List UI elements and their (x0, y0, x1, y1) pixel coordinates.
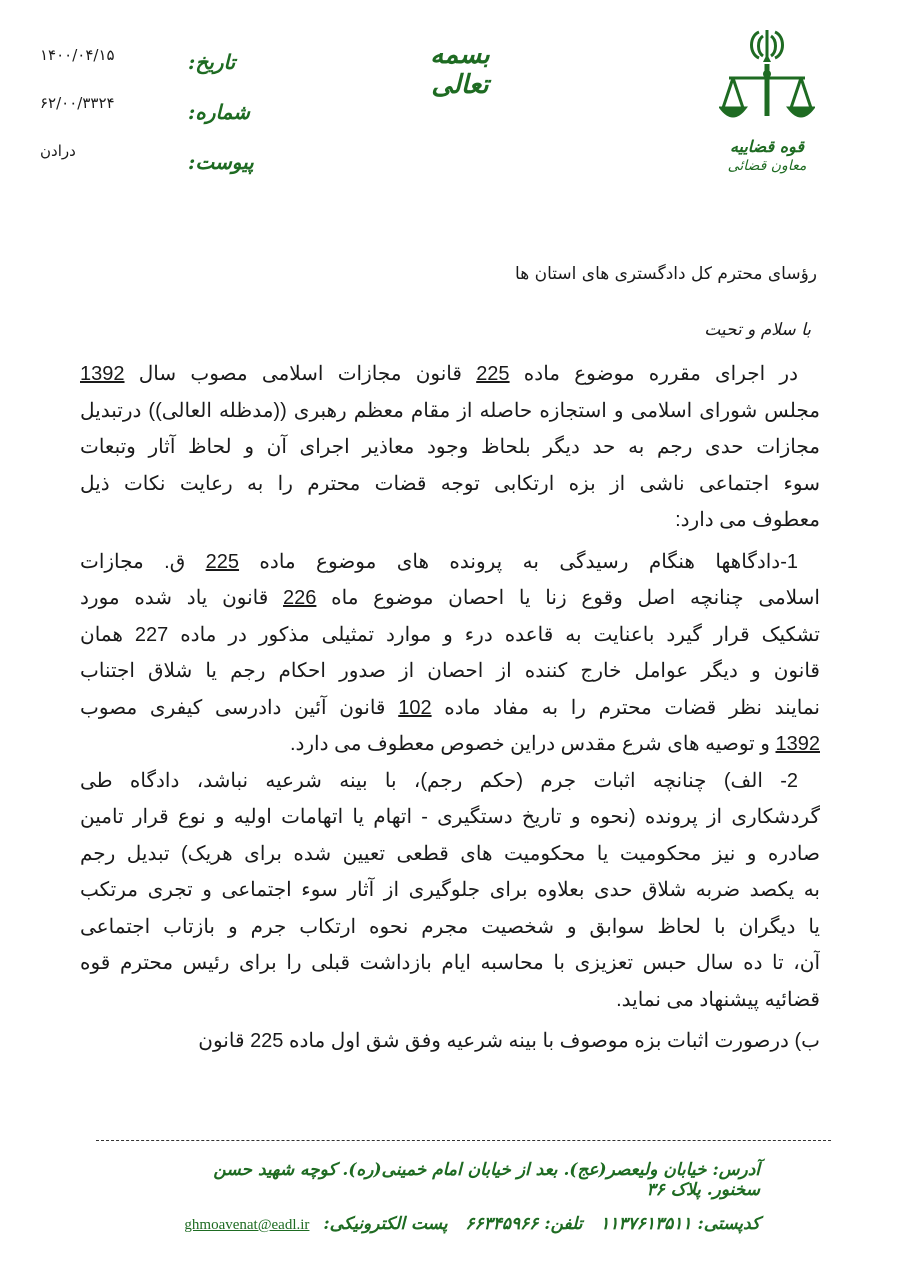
text-run: 1-دادگاهها هنگام رسیدگی به پرونده های موضوع ماده (239, 550, 799, 573)
logo-org-name: قوه قضاییه (729, 137, 805, 156)
footer-contact (160, 1214, 760, 1234)
text-run: قانون و دیگر عوامل خارج کننده از احصان از صدور احکام رجم یا شلاق اجتناب (80, 660, 820, 682)
text-run: در اجرای مقرره موضوع ماده (509, 363, 798, 385)
greeting: با سلام و تحیت (704, 320, 811, 340)
email-link[interactable]: ghmoavenat@eadl.ir (184, 1217, 310, 1233)
text-run: اسلامی چنانچه اصل وقوع زنا یا احصان موضوع ماه (316, 587, 820, 609)
underlined-reference: 102 (398, 696, 432, 719)
text-run: مجلس شورای اسلامی و استجازه حاصله از مقام معظم رهبری ((مدظله العالی)) درتبدیل (80, 399, 820, 422)
text-line (80, 982, 820, 1019)
text-run: گردشکاری از پرونده (نحوه و تاریخ دستگیری - اتهام یا اتهامات اولیه و نوع قرار تامین (80, 806, 820, 828)
phone-number: ۶۶۳۴۵۹۶۶ (465, 1214, 539, 1234)
underlined-reference: 226 (283, 587, 317, 609)
judiciary-logo (712, 24, 822, 174)
item-2b-paragraph (80, 1023, 820, 1060)
text-line (80, 617, 820, 654)
text-run: آن، تا ده سال حبس تعزیزی با محاسبه ایام بازداشت قبلی را برای رئیس محترم قوه (80, 952, 820, 974)
text-run: نمایند نظر قضات محترم را به مفاد ماده (431, 696, 820, 719)
addressee: رؤسای محترم کل دادگستری های استان ها (515, 264, 817, 284)
text-line (80, 544, 820, 581)
text-run: قانون آئین دادرسی کیفری مصوب (80, 696, 399, 719)
text-line (80, 653, 820, 690)
date-value: ۱۴۰۰/۰۴/۱۵ (40, 46, 115, 64)
text-run: به یکصد ضربه شلاق حدی بعلاوه برای جلوگیری از آثار سوء اجتماعی و تجری مرتکب (80, 879, 820, 901)
text-line (80, 580, 820, 617)
text-run: ب) درصورت اثبات بزه موصوف با بینه شرعیه وفق شق اول ماده 225 قانون (198, 1030, 820, 1052)
text-run: قانون مجازات اسلامی مصوب سال (124, 363, 477, 385)
text-line (80, 1023, 820, 1060)
text-line (80, 945, 820, 982)
number-label: شماره: (188, 100, 250, 124)
item-1-paragraph (80, 544, 820, 763)
text-line (80, 466, 820, 503)
text-line (80, 872, 820, 909)
text-run: قانون یاد شده مورد (80, 587, 284, 609)
text-run: مجازات حدی رجم به حد دیگر بلحاظ وجود معاذیر اجرای آن و لحاظ آثار وتبعات (80, 436, 820, 458)
postal-code: ۱۱۳۷۶۱۳۵۱۱ (600, 1214, 692, 1234)
letter-meta-labels (188, 50, 258, 200)
bismillah-heading: بسمه تعالی (430, 40, 490, 100)
text-line (80, 429, 820, 466)
underlined-reference: 1392 (80, 363, 125, 385)
text-line (80, 393, 820, 430)
text-run: تشکیک قرار گیرد باعنایت به قاعده درء و موارد تمثیلی مذکور در ماده 227 همان (80, 623, 820, 646)
text-run: صادره و نیز محکومیت یا محکومیت های قطعی تعیین شده برای هریک) تبدیل رجم (80, 842, 820, 865)
date-label: تاریخ: (188, 50, 236, 74)
underlined-reference: 1392 (775, 733, 820, 755)
text-line (80, 502, 820, 539)
item-2a-paragraph (80, 763, 820, 1019)
attachment-label: پیوست: (188, 150, 254, 174)
text-run: 2- الف) چنانچه اثبات جرم (حکم رجم)، با بینه شرعیه نباشد، دادگاه طی (80, 769, 798, 792)
footer-address: آدرس: خیابان ولیعصر(عج). بعد از خیابان امام خمینی(ره). کوچه شهید حسن سخنور. پلاک ۳۶ (213, 1160, 760, 1200)
text-line (80, 356, 820, 393)
intro-paragraph (80, 356, 820, 539)
attachment-value: درادن (40, 142, 76, 160)
text-line (80, 909, 820, 946)
text-line (80, 726, 820, 763)
footer-divider (96, 1140, 831, 1141)
letter-body (80, 356, 820, 1060)
text-line (80, 836, 820, 873)
text-line (80, 799, 820, 836)
text-line (80, 763, 820, 800)
text-run: قضائیه پیشنهاد می نماید. (616, 988, 820, 1011)
judiciary-emblem-icon (719, 24, 815, 132)
text-run: معطوف می دارد: (675, 509, 820, 531)
text-line (80, 690, 820, 727)
text-run: ق. مجازات (80, 550, 206, 573)
letter-meta-values (40, 48, 140, 192)
email-label: پست الکترونیکی: (323, 1214, 448, 1234)
postal-label: کدپستی: (697, 1214, 760, 1234)
number-value: ۶۲/۰۰/۳۳۲۴ (40, 94, 115, 112)
phone-label: تلفن: (544, 1214, 583, 1234)
text-run: سوء اجتماعی ناشی از بزه ارتکابی توجه قضات محترم را به رعایت نکات ذیل (80, 472, 820, 495)
underlined-reference: 225 (476, 363, 510, 385)
logo-sub-name: معاون قضائی (727, 157, 807, 174)
text-run: یا دیگران با لحاظ سوابق و شخصیت مجرم نحوه ارتکاب جرم و بازتاب اجتماعی (80, 915, 820, 938)
text-run: و توصیه های شرع مقدس دراین خصوص معطوف می دارد. (289, 733, 776, 755)
underlined-reference: 225 (205, 550, 240, 573)
